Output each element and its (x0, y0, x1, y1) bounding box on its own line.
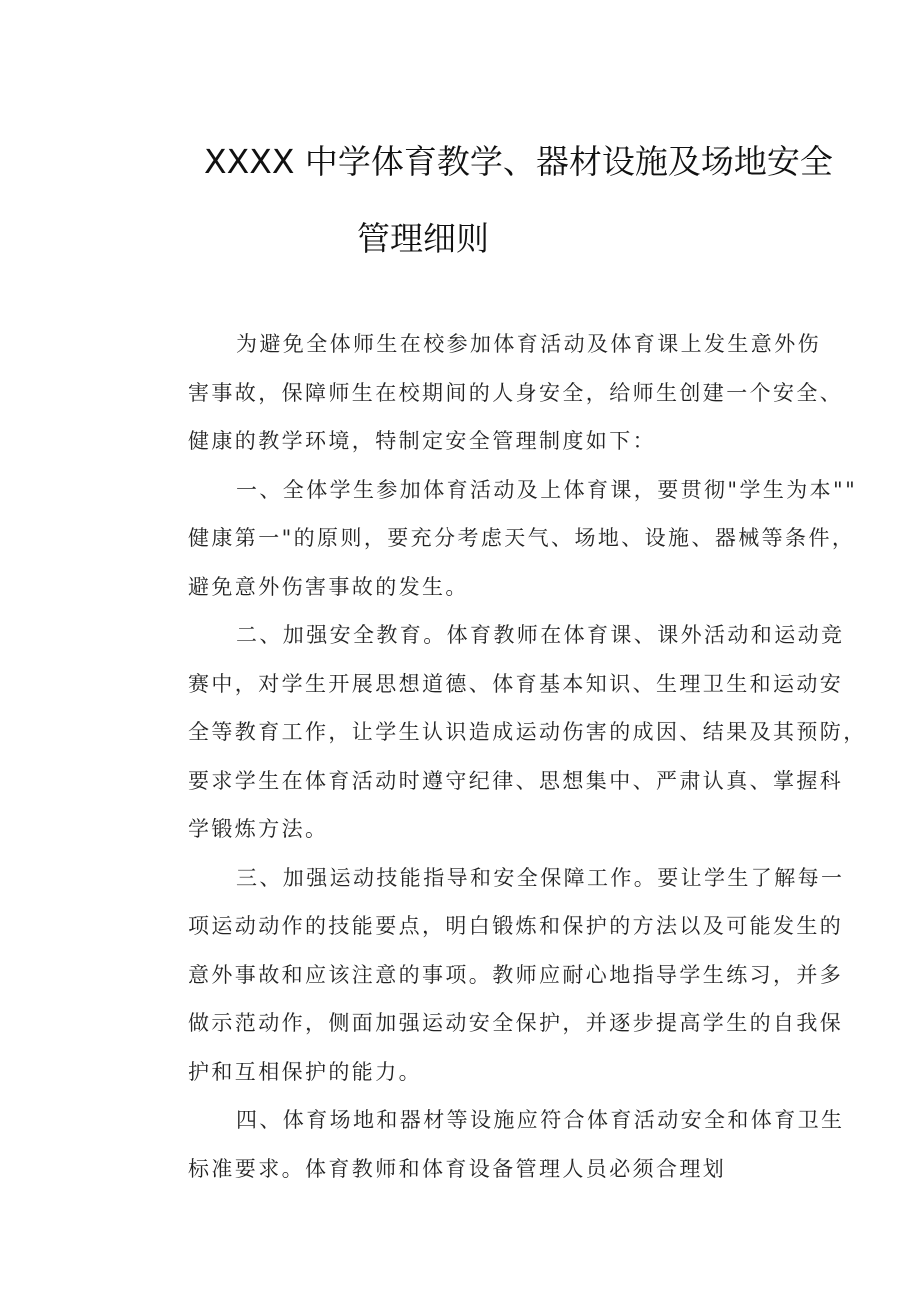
paragraph-line: 要求学生在体育活动时遵守纪律、思想集中、严肃认真、掌握科 (188, 768, 844, 793)
document-body (140, 320, 867, 1193)
paragraph-line: 害事故，保障师生在校期间的人身安全，给师生创建一个安全、 (188, 380, 844, 405)
paragraph-line: 做示范动作，侧面加强运动安全保护，并逐步提高学生的自我保 (188, 1011, 844, 1035)
paragraph-line: 护和互相保护的能力。 (188, 1059, 422, 1084)
document-title-line-2: 管理细则 (357, 219, 489, 258)
paragraph-line: 三、加强运动技能指导和安全保障工作。要让学生了解每一 (236, 865, 845, 890)
paragraph-intro (140, 320, 844, 466)
paragraph-line: 学锻炼方法。 (188, 817, 329, 841)
paragraph-line: 四、体育场地和器材等设施应符合体育活动安全和体育卫生 (236, 1108, 845, 1132)
paragraph-line: 赛中，对学生开展思想道德、体育基本知识、生理卫生和运动安 (188, 671, 844, 696)
paragraph-line: 健康的教学环境，特制定安全管理制度如下： (188, 429, 656, 453)
paragraph-line: 二、加强安全教育。体育教师在体育课、课外活动和运动竞 (236, 623, 845, 647)
paragraph-line: 为避免全体师生在校参加体育活动及体育课上发生意外伤 (236, 332, 821, 356)
paragraph-section-2 (140, 611, 867, 854)
paragraph-line: 项运动动作的技能要点，明白锻炼和保护的方法以及可能发生的 (188, 914, 844, 938)
paragraph-section-1 (140, 466, 858, 612)
paragraph-line: 一、全体学生参加体育活动及上体育课，要贯彻"学生为本"" (236, 477, 858, 502)
paragraph-line: 避免意外伤害事故的发生。 (188, 574, 469, 599)
paragraph-line: 全等教育工作，让学生认识造成运动伤害的成因、结果及其预防， (188, 720, 867, 744)
paragraph-line: 健康第一"的原则，要充分考虑天气、场地、设施、器械等条件， (188, 526, 856, 550)
paragraph-line: 意外事故和应该注意的事项。教师应耐心地指导学生练习，并多 (188, 962, 844, 987)
document-title-line-1: XXXX 中学体育教学、器材设施及场地安全 (204, 142, 833, 181)
paragraph-section-3 (140, 854, 845, 1097)
paragraph-line: 标准要求。体育教师和体育设备管理人员必须合理划 (188, 1156, 727, 1181)
paragraph-section-4 (140, 1096, 845, 1193)
